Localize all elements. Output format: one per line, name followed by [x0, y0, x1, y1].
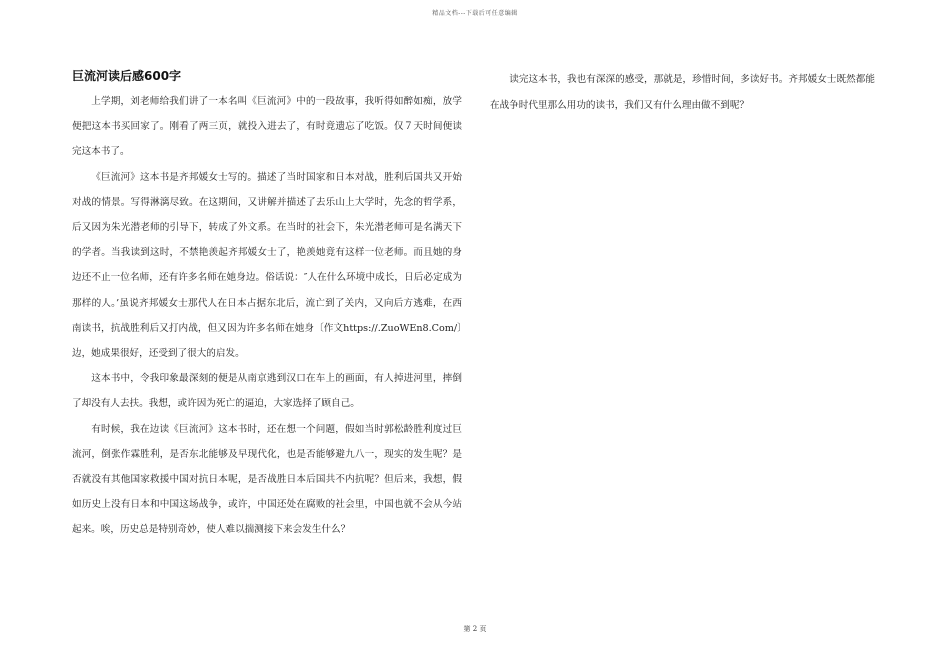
- header-note: 精品文档---下载后可任意编辑: [432, 10, 518, 17]
- right-column: [490, 67, 875, 118]
- paragraph: 这本书中，令我印象最深刻的便是从南京逃到汉口在车上的画面，有人掉进河里，摔倒了却没有人去扶。我想，或许因为死亡的逼迫，大家选择了顾自己。: [72, 373, 462, 410]
- paragraph: 上学期，刘老师给我们讲了一本名叫《巨流河》中的一段故事，我听得如醉如痴，放学便把这本书买回家了。刚看了两三页，就投入进去了，有时竟遗忘了吃饭。仅７天时间便读完这本书了。: [72, 96, 462, 158]
- document-title: 巨流河读后感600字: [72, 69, 182, 83]
- page-number: 第 2 页: [463, 625, 487, 633]
- paragraph: 有时候，我在边读《巨流河》这本书时，还在想一个问题，假如当时郭松龄胜利度过巨流河，倒张作霖胜利，是否东北能够及早现代化，也是否能够避九八一，现实的发生呢？是否就没有其他国家救援中国对抗日本呢，是否战胜日本后国共不内抗呢？但后来，我想，假如历史上没有日本和中国这场战争，或许，中国还处在腐败的社会里，中国也就不会从今站起来。唉，历史总是特别奇妙，使人难以揣测接下来会发生什么？: [72, 423, 462, 536]
- left-column: [72, 67, 462, 543]
- paragraph: 《巨流河》这本书是齐邦媛女士写的。描述了当时国家和日本对战，胜利后国共又开始对战的情景。写得淋漓尽致。在这期间，又讲解并描述了去乐山上大学时，先念的哲学系，后又因为朱光潜老师的引导下，转成了外文系。在当时的社会下，朱光潜老师可是名满天下的学者。当我读到这时，不禁艳羡起齐邦媛女士了，艳羡她竟有这样一位老师。而且她的身边还不止一位名师，还有许多名师在她身边。俗话说：″人在什么环境中成长，日后必定成为那样的人。’虽说齐邦媛女士那代人在日本占据东北后，流亡到了关内，又向后方逃难，在西南读书，抗战胜利后又打内战，但又因为许多名师在她身〔作文https://.ZuoWEn8.Com/〕边，她成果很好，还受到了很大的启发。: [72, 171, 462, 360]
- paragraph: 读完这本书，我也有深深的感受，那就是，珍惜时间，多读好书。齐邦媛女士既然都能在战争时代里那么用功的读书，我们又有什么理由做不到呢？: [490, 74, 875, 111]
